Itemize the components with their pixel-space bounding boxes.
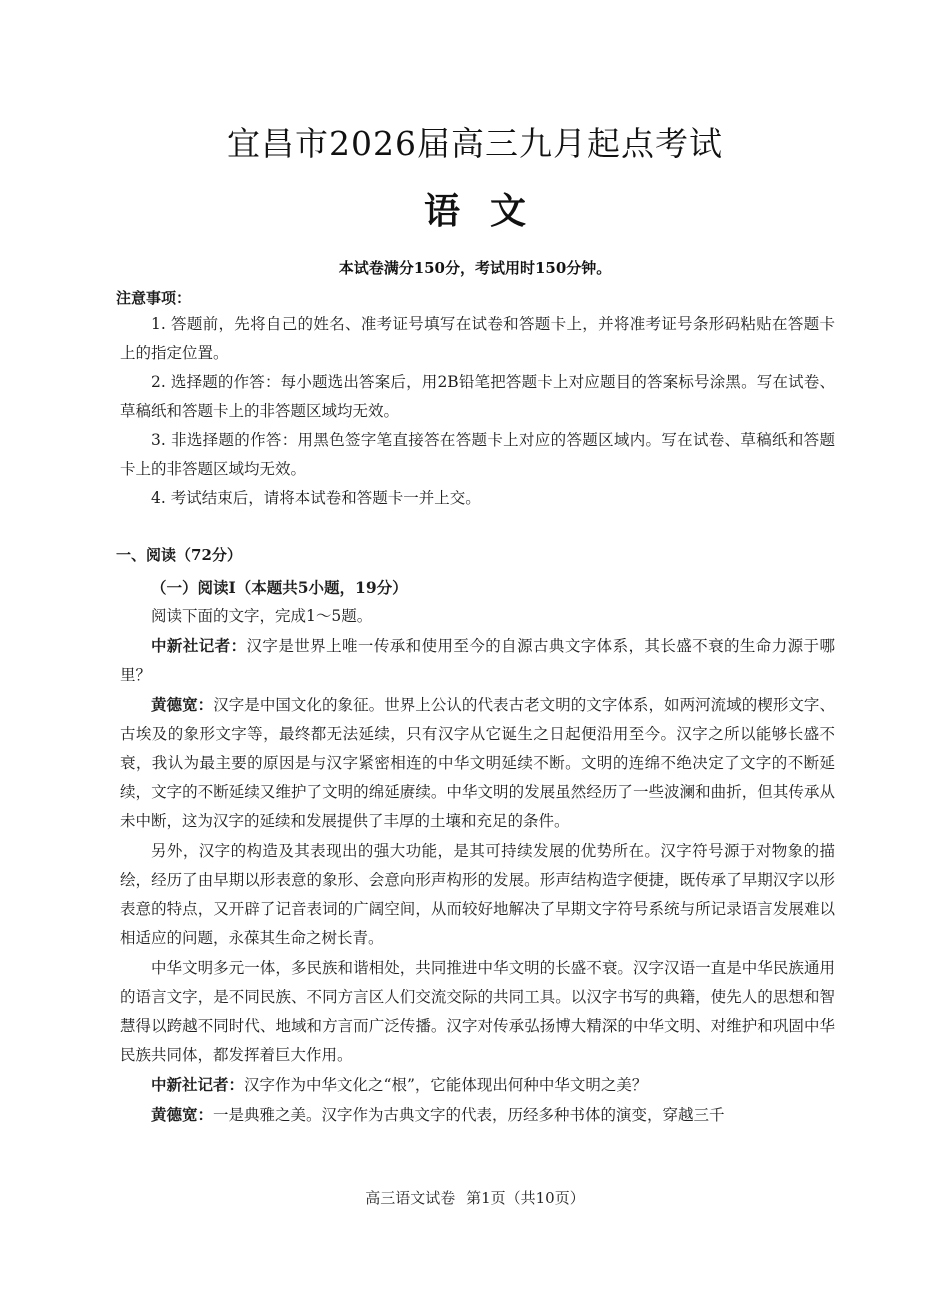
notice-heading: 注意事项： [116, 289, 192, 307]
notice-list [120, 310, 835, 513]
speaker-label: 中新社记者： [151, 636, 247, 655]
exam-info: 本试卷满分150分，考试用时150分钟。 [338, 259, 612, 277]
passage-paragraph [120, 836, 835, 953]
speaker-label: 黄德宽： [151, 1105, 214, 1124]
subject-title: 语文 [423, 190, 556, 232]
page-footer [0, 1187, 950, 1208]
passage-paragraph [120, 690, 835, 836]
notice-item-4: 4. 考试结束后，请将本试卷和答题卡一并上交。 [151, 489, 481, 507]
section-heading: 一、阅读（72分） [116, 546, 242, 564]
speaker-label: 中新社记者： [151, 1075, 245, 1094]
passage-paragraph [120, 1070, 835, 1100]
passage-paragraph [120, 631, 835, 690]
exam-title: 宜昌市2026届高三九月起点考试 [227, 124, 723, 163]
footer-label: 高三语文试卷 [365, 1189, 456, 1207]
passage-paragraph [120, 953, 835, 1070]
passage-paragraph [120, 1100, 835, 1130]
speaker-label: 黄德宽： [151, 695, 214, 714]
paragraph-text: 中华文明多元一体，多民族和谐相处，共同推进中华文明的长盛不衰。汉字汉语一直是中华民族通用的语言文字，是不同民族、不同方言区人们交流交际的共同工具。以汉字书写的典籍，使先人的思想和智慧得以跨越不同时代、地域和方言而广泛传播。汉字对传承弘扬博大精深的中华文明、对维护和巩固中华民族共同体，都发挥着巨大作用。 [120, 959, 835, 1064]
notice-item-1: 1. 答题前，先将自己的姓名、准考证号填写在试卷和答题卡上，并将准考证号条形码粘贴在答题卡上的指定位置。 [120, 315, 836, 362]
notice-item-2: 2. 选择题的作答：每小题选出答案后，用2B铅笔把答题卡上对应题目的答案标号涂黑。写在试卷、草稿纸和答题卡上的非答题区域均无效。 [120, 373, 835, 420]
notice-item-3: 3. 非选择题的作答：用黑色签字笔直接答在答题卡上对应的答题区域内。写在试卷、草稿纸和答题卡上的非答题区域均无效。 [120, 431, 836, 478]
reading-passage [120, 573, 835, 1130]
paragraph-text: 另外，汉字的构造及其表现出的强大功能，是其可持续发展的优势所在。汉字符号源于对物象的描绘，经历了由早期以形表意的象形、会意向形声构形的发展。形声结构造字便捷，既传承了早期汉字以形表意的特点，又开辟了记音表词的广阔空间，从而较好地解决了早期文字符号系统与所记录语言发展难以相适应的问题，永葆其生命之树长青。 [120, 842, 835, 947]
paragraph-text: 一是典雅之美。汉字作为古典文字的代表，历经多种书体的演变，穿越三千 [213, 1106, 725, 1124]
subsection-heading: （一）阅读Ⅰ（本题共5小题，19分） [151, 578, 408, 597]
paragraph-text: 汉字是世界上唯一传承和使用至今的自源古典文字体系，其长盛不衰的生命力源于哪里？ [120, 637, 835, 684]
page-number: 第1页（共10页） [466, 1189, 585, 1207]
paragraph-text: 汉字是中国文化的象征。世界上公认的代表古老文明的文字体系，如两河流域的楔形文字、古埃及的象形文字等，最终都无法延续，只有汉字从它诞生之日起便沿用至今。汉字之所以能够长盛不衰，我认为最主要的原因是与汉字紧密相连的中华文明延续不断。文明的连绵不绝决定了文字的不断延续，文字的不断延续又维护了文明的绵延赓续。中华文明的发展虽然经历了一些波澜和曲折，但其传承从未中断，这为汉字的延续和发展提供了丰厚的土壤和充足的条件。 [120, 696, 835, 830]
paragraph-text: 汉字作为中华文化之“根”，它能体现出何种中华文明之美？ [244, 1076, 648, 1094]
reading-instruction: 阅读下面的文字，完成1～5题。 [151, 607, 373, 625]
